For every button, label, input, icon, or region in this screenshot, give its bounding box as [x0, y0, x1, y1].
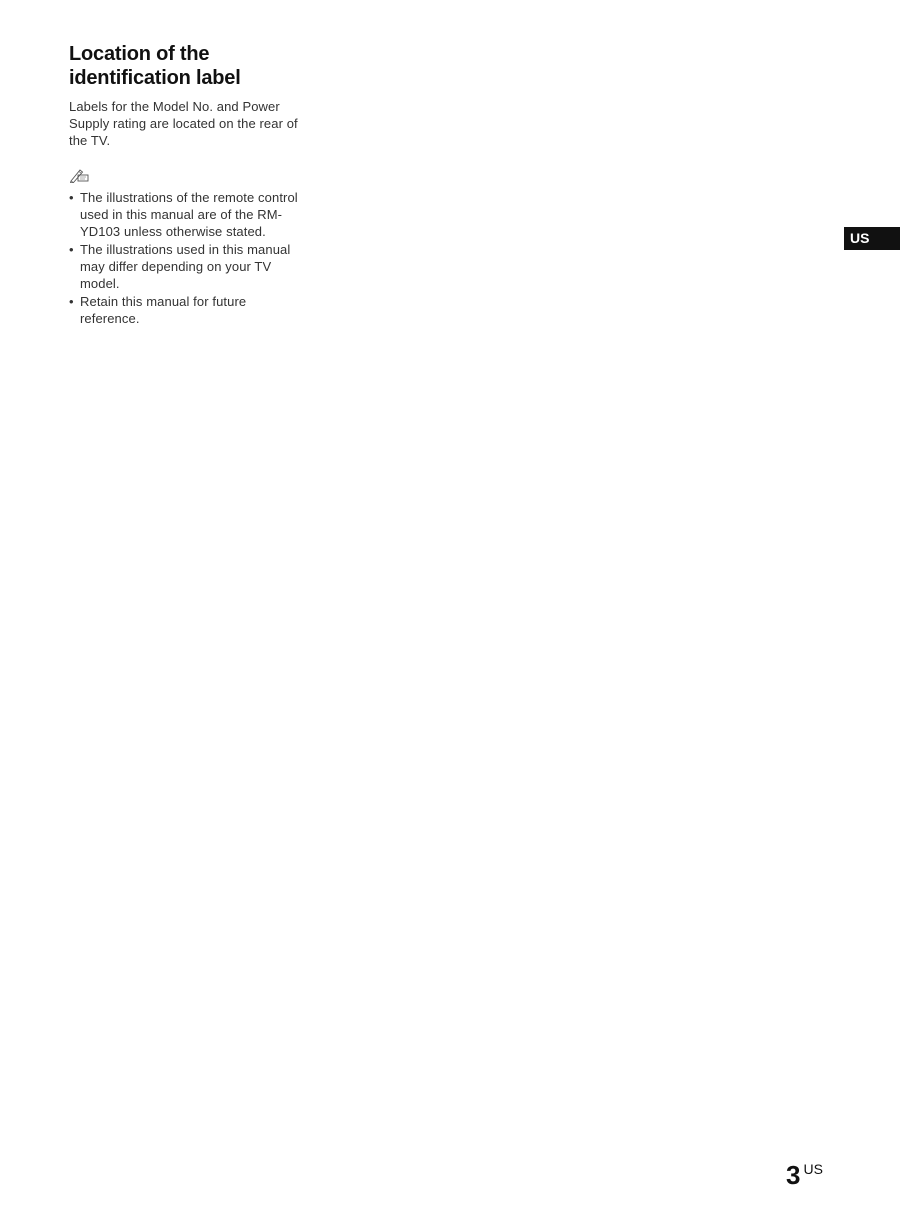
- identification-label-section: [69, 42, 309, 328]
- list-item: [69, 189, 309, 240]
- page-number: [786, 1160, 823, 1191]
- list-item: [69, 293, 309, 327]
- note-text: The illustrations used in this manual may differ depending on your TV model.: [80, 242, 291, 291]
- note-text: Retain this manual for future reference.: [80, 294, 247, 326]
- bullet-icon: •: [69, 242, 74, 257]
- page-number-suffix: US: [803, 1161, 823, 1177]
- bullet-icon: •: [69, 190, 74, 205]
- section-body-text: Labels for the Model No. and Power Supply rating are located on the rear of the TV.: [69, 99, 298, 148]
- page-number-value: 3: [786, 1160, 801, 1190]
- note-text: The illustrations of the remote control used in this manual are of the RM-YD103 unless otherwise stated.: [80, 190, 298, 239]
- notes-list: [69, 189, 309, 327]
- bullet-icon: •: [69, 294, 74, 309]
- region-tab: US: [844, 227, 900, 250]
- section-heading: Location of the identification label: [69, 43, 241, 89]
- list-item: [69, 241, 309, 292]
- pencil-note-icon: [69, 167, 91, 183]
